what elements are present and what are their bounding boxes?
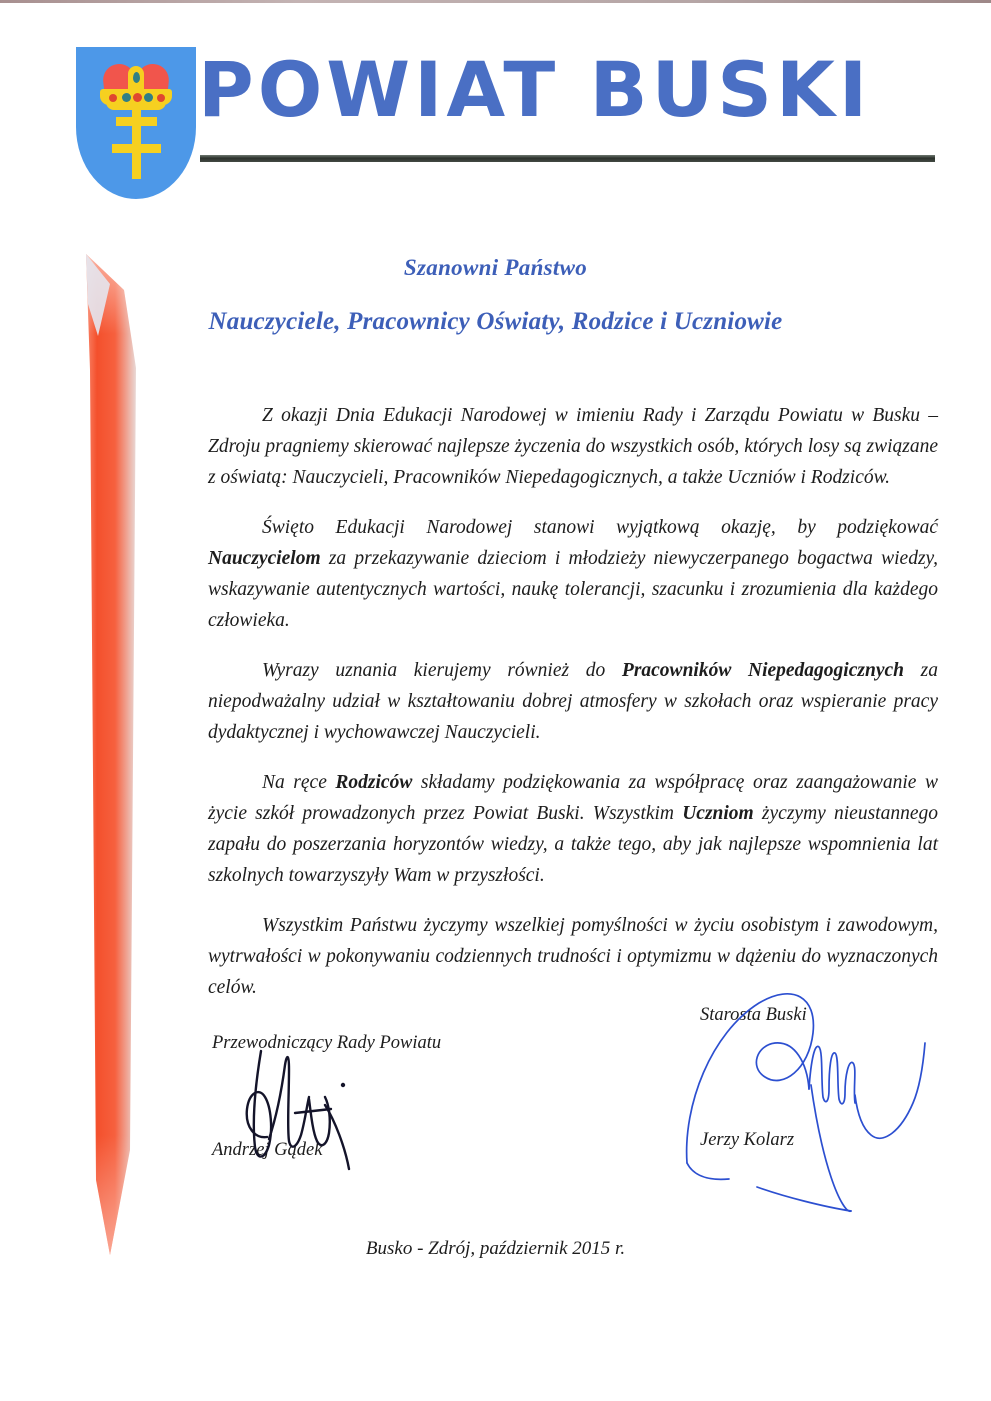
signature-title-left: Przewodniczący Rady Powiatu	[212, 1033, 442, 1053]
paragraph-1: Z okazji Dnia Edukacji Narodowej w imieniu Rady i Zarządu Powiatu w Busku – Zdroju pragniemy skierować najlepsze życzenia do wszystkich osób, których losy są związane z oświatą: Nauczycieli, Pracowników Niepedagogicznych, a także Uczniów i Rodziców.	[208, 405, 938, 488]
salutation-line-2: Nauczyciele, Pracownicy Oświaty, Rodzice i Uczniowie	[208, 308, 783, 335]
letter-paragraphs	[208, 400, 938, 1022]
signature-name-left: Andrzej Gądek	[212, 1140, 323, 1160]
signature-block-right	[700, 1005, 960, 1151]
salutation-line-1: Szanowni Państwo	[403, 255, 588, 280]
signature-block-left	[212, 1033, 512, 1161]
signature-name-right: Jerzy Kolarz	[700, 1130, 795, 1150]
paragraph-2: Święto Edukacji Narodowej stanowi wyjątkową okazję, by podziękować Nauczycielom za przekazywanie dzieciom i młodzieży niewyczerpanego bogactwa wiedzy, wskazywanie autentycznych wartości, naukę tolerancji, szacunku i zrozumienia dla każdego człowieka.	[208, 517, 938, 631]
place-and-date: Busko - Zdrój, październik 2015 r.	[365, 1238, 626, 1259]
paragraph-4: Na ręce Rodziców składamy podziękowania za współpracę oraz zaangażowanie w życie szkół prowadzonych przez Powiat Buski. Wszystkim Uczniom życzymy nieustannego zapału do poszerzania horyzontów wiedzy, a także tego, aby jak najlepsze wspomnienia lat szkolnych towarzyszyły Wam w przyszłości.	[208, 772, 938, 886]
paragraph-5: Wszystkim Państwu życzymy wszelkiej pomyślności w życiu osobistym i zawodowym, wytrwałości w pokonywaniu codziennych trudności i optymizmu w dążeniu do wyznaczonych celów.	[208, 915, 938, 998]
paragraph-3: Wyrazy uznania kierujemy również do Pracowników Niepedagogicznych za niepodważalny udział w kształtowaniu dobrej atmosfery w szkołach oraz wspieranie pracy dydaktycznej i wychowawczej Nauczycieli.	[208, 660, 938, 743]
signature-title-right: Starosta Buski	[700, 1005, 807, 1025]
organization-title: POWIAT BUSKI	[198, 45, 872, 134]
